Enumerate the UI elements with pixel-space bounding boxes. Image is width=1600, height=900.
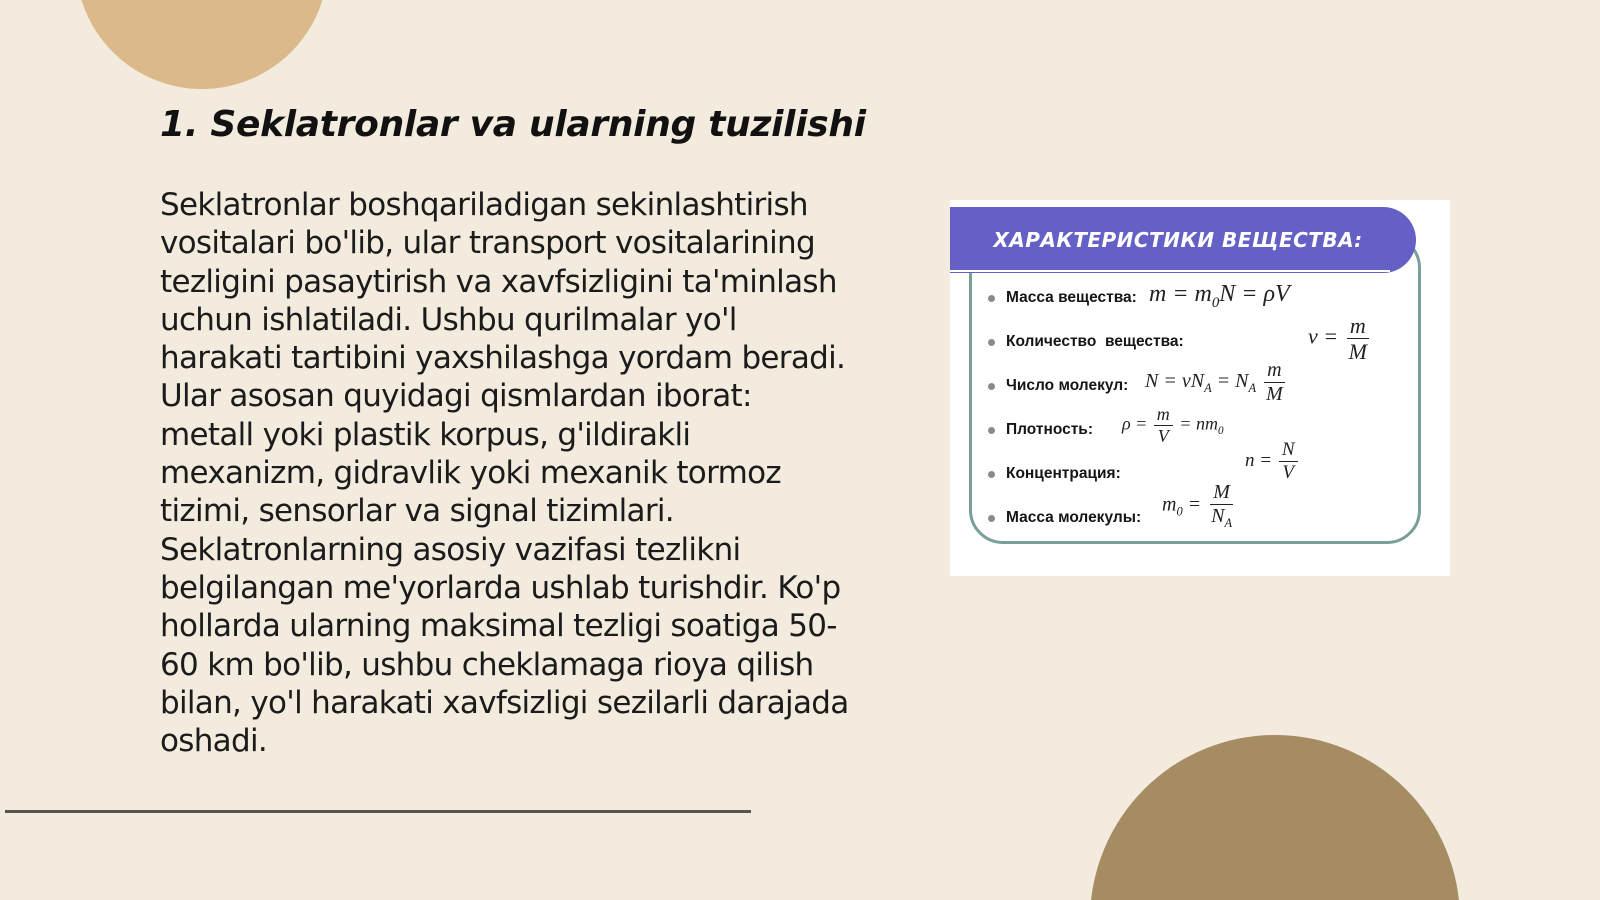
property-label: Число молекул: <box>1006 377 1129 394</box>
property-item <box>988 377 1128 395</box>
property-item <box>988 333 1184 351</box>
bullet-icon <box>988 427 995 434</box>
bullet-icon <box>988 471 995 478</box>
property-label: Плотность: <box>1006 421 1093 438</box>
formula-molecule-count: $N = \nu N_A = N_A$ $\frac{m}{M}$ <box>1145 359 1283 405</box>
property-label: Масса вещества: <box>1006 289 1137 306</box>
formula-density: ρ = $\frac{m}{V}$ = $nm_0$ <box>1122 404 1224 446</box>
formula-amount: ν = $\frac{m}{M}$ <box>1308 313 1367 365</box>
bullet-icon <box>988 339 995 346</box>
property-item <box>988 509 1141 527</box>
slide-title: 1. Seklatronlar va ularning tuzilishi <box>160 104 866 145</box>
property-item <box>988 289 1137 307</box>
divider-line <box>5 810 751 813</box>
formula-molecule-mass: $m_0$ = $\frac{M}{N_A}$ <box>1162 481 1233 530</box>
bullet-icon <box>988 295 995 302</box>
decorative-circle-top <box>76 0 328 89</box>
formula-card-image <box>950 200 1450 576</box>
property-label: Масса молекулы: <box>1006 509 1142 526</box>
decorative-circle-bottom <box>1090 735 1460 900</box>
property-label: Концентрация: <box>1006 465 1121 482</box>
property-item <box>988 421 1093 439</box>
property-item <box>988 465 1121 483</box>
bullet-icon <box>988 383 995 390</box>
property-label: Количество вещества: <box>1006 333 1184 350</box>
slide-body-text: Seklatronlar boshqariladigan sekinlashtirish vositalari bo'lib, ular transport vositalarining tezligini pasaytirish va xavfsizligini ta'minlash uchun ishlatiladi. Ushbu qurilmalar yo'l harakati tartibini yaxshilashga yordam beradi. Ular asosan quyidagi qismlardan iborat: metall yoki plastik korpus, g'ildirakli mexanizm, gidravlik yoki mexanik tormoz tizimi, sensorlar va signal tizimlari. Seklatronlarning asosiy vazifasi tezlikni belgilangan me'yorlarda ushlab turishdir. Ko'p hollarda ularning maksimal tezligi soatiga 50-60 km bo'lib, ushbu cheklamaga rioya qilish bilan, yo'l harakati xavfsizligi sezilarli darajada oshadi. <box>160 187 849 760</box>
formula-mass: $m = m_0N = \rho V$ <box>1149 281 1290 311</box>
bullet-icon <box>988 515 995 522</box>
formula-concentration: n = $\frac{N}{V}$ <box>1245 440 1300 483</box>
card-header-text: ХАРАКТЕРИСТИКИ ВЕЩЕСТВА: <box>993 228 1363 252</box>
